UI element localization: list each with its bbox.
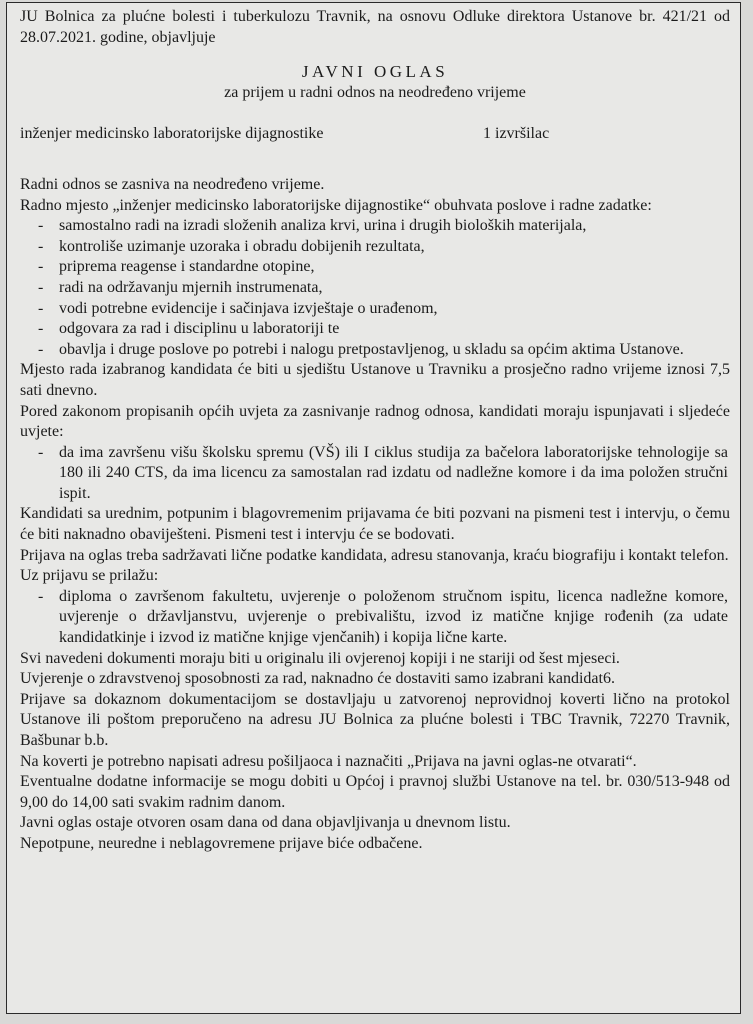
bullet-dash: - (38, 587, 44, 605)
employment-type: Radni odnos se zasniva na neodređeno vrijeme. (20, 175, 325, 193)
application-content-paragraph: Prijava na oglas treba sadržavati lične podatke kandidata, adresu stanovanja, kraću biografiju i kontakt telefon. (20, 546, 729, 564)
documents-note: Svi navedeni dokumenti moraju biti u originalu ili ovjerenoj kopiji i ne stariji od šest mjeseci. (20, 649, 620, 667)
list-item (20, 237, 730, 258)
duty-text: radi na održavanju mjernih instrumenata, (59, 278, 323, 296)
bullet-dash: - (38, 237, 44, 255)
position-name: inženjer medicinsko laboratorijske dijagnostike (20, 125, 324, 143)
attachments-list (20, 587, 730, 649)
list-item (20, 443, 730, 505)
list-item (20, 587, 730, 649)
selection-paragraph: Kandidati sa urednim, potpunim i blagovremenim prijavama će biti pozvani na pismeni test i intervju, o čemu će biti naknadno obaviješteni. Pismeni test i intervju će se bodovati. (20, 505, 730, 544)
bullet-dash: - (38, 278, 44, 296)
health-note: Uvjerenje o zdravstvenoj sposobnosti za rad, naknadno će dostaviti samo izabrani kandidat6. (20, 670, 615, 688)
duty-text: priprema reagense i standardne otopine, (59, 258, 315, 276)
attachments-intro: Uz prijavu se prilažu: (20, 567, 159, 585)
envelope-note: Na koverti je potrebno napisati adresu pošiljaoca i naznačiti „Prijava na javni oglas-ne otvarati“. (20, 752, 637, 770)
duty-text: vodi potrebne evidencije i sačinjava izvještaje o urađenom, (59, 299, 438, 317)
list-item (20, 257, 730, 278)
bullet-dash: - (38, 299, 44, 317)
conditions-intro: Pored zakonom propisanih općih uvjeta za zasnivanje radnog odnosa, kandidati moraju ispunjavati i sljedeće uvjete: (20, 402, 730, 441)
bullet-dash: - (38, 217, 44, 235)
bullet-dash: - (38, 258, 44, 276)
list-item (20, 299, 730, 320)
condition-text: da ima završenu višu školsku spremu (VŠ) ili I ciklus studija za bačelora laboratorijske tehnologije sa 180 ili 240 CTS, da ima licencu za samostalan rad izdatu od nadležne komore i da ima položen stručni ispit. (59, 443, 728, 502)
position-count: 1 izvršilac (483, 125, 550, 143)
intro-paragraph: JU Bolnica za plućne bolesti i tuberkulozu Travnik, na osnovu Odluke direktora Ustanove br. 421/21 od 28.07.2021. godine, objavljuje (20, 8, 730, 46)
job-announcement (6, 2, 741, 1014)
duty-text: odgovara za rad i disciplinu u laboratoriji te (59, 320, 340, 338)
announcement-subtitle: za prijem u radni odnos na neodređeno vrijeme (224, 83, 526, 101)
workplace-paragraph: Mjesto rada izabranog kandidata će biti u sjedištu Ustanove u Travniku a prosječno radno vrijeme iznosi 7,5 sati dnevno. (20, 361, 730, 399)
list-item (20, 319, 730, 340)
duty-text: obavlja i druge poslove po potrebi i nalogu pretpostavljenog, u skladu sa općim aktima Ustanove. (59, 340, 684, 358)
submission-paragraph: Prijave sa dokaznom dokumentacijom se dostavljaju u zatvorenoj neprovidnoj koverti lično na protokol Ustanove ili poštom preporučeno na adresu JU Bolnica za plućne bolesti i TBC Travnik, 72270 Travnik, Bašbunar b.b. (20, 690, 730, 749)
announcement-title: JAVNI OGLAS (301, 62, 449, 82)
duty-text: kontroliše uzimanje uzoraka i obradu dobijenih rezultata, (59, 237, 425, 255)
attachment-text: diploma o završenom fakultetu, uvjerenje o položenom stručnom ispitu, licenca nadležne komore, uvjerenje o državljanstvu, uvjerenje o prebivalištu, izvod iz matične knjige rođenih (za udate kandidatkinje i izvod iz matične knjige vjenčanih) i kopija lične karte. (59, 587, 728, 647)
duty-text: samostalno radi na izradi složenih analiza krvi, urina i drugih bioloških materijala, (59, 217, 587, 235)
duration-paragraph: Javni oglas ostaje otvoren osam dana od dana objavljivanja u dnevnom listu. (20, 814, 511, 832)
duties-intro: Radno mjesto „inženjer medicinsko laboratorijske dijagnostike“ obuhvata poslove i radne zadatke: (20, 196, 652, 214)
list-item (20, 340, 730, 361)
bullet-dash: - (38, 340, 44, 358)
conditions-list (20, 443, 730, 505)
rejection-paragraph: Nepotpune, neuredne i neblagovremene prijave biće odbačene. (20, 834, 423, 852)
bullet-dash: - (38, 320, 44, 338)
list-item (20, 278, 730, 299)
duties-list (20, 216, 730, 360)
position-row (20, 124, 730, 145)
info-paragraph: Eventualne dodatne informacije se mogu dobiti u Općoj i pravnoj službi Ustanove na tel. br. 030/513-948 od 9,00 do 14,00 sati svakim radnim danom. (20, 773, 730, 811)
list-item (20, 216, 730, 237)
bullet-dash: - (38, 443, 44, 461)
